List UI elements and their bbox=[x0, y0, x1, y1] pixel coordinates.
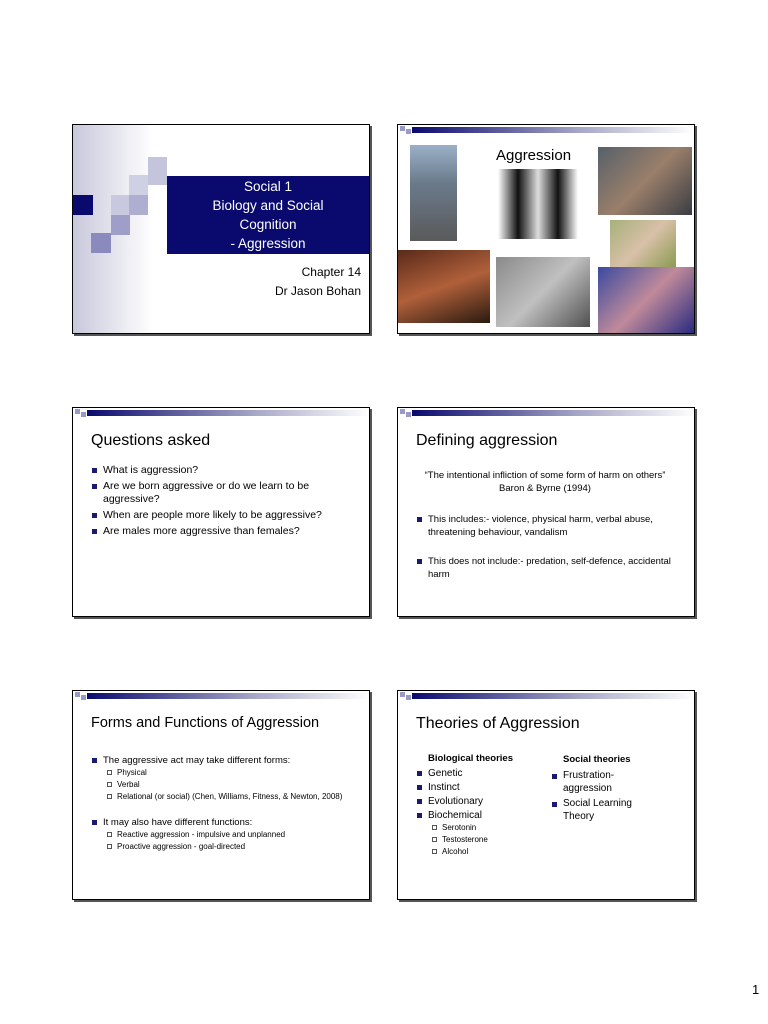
slide-title-text: Forms and Functions of Aggression bbox=[91, 715, 320, 731]
slide-defining bbox=[397, 407, 695, 617]
boxing-photo bbox=[398, 250, 490, 323]
sub-bullet-item: Physical bbox=[107, 768, 353, 778]
author-label: Dr Jason Bohan bbox=[274, 284, 361, 298]
sub-bullet-item: Testosterone bbox=[432, 835, 546, 845]
title-line: Social 1 bbox=[243, 179, 293, 194]
slide-aggression-images bbox=[397, 124, 695, 334]
page-number: 1 bbox=[752, 982, 760, 997]
slide-header-bar bbox=[73, 691, 369, 701]
bullet-item: What is aggression? bbox=[91, 464, 353, 477]
sub-bullet-item: Serotonin bbox=[432, 823, 546, 833]
slide-title bbox=[72, 124, 370, 334]
silhouette-photo bbox=[488, 169, 588, 239]
bullet-item: When are people more likely to be aggressive? bbox=[91, 509, 353, 522]
bullet-item: Social Learning Theory bbox=[551, 798, 651, 823]
girls-photo bbox=[610, 220, 676, 268]
slide-header-bar bbox=[398, 691, 694, 701]
title-line: - Aggression bbox=[230, 236, 306, 251]
definition-quote: “The intentional infliction of some form of harm on others” Baron & Byrne (1994) bbox=[424, 470, 666, 494]
sub-bullet-item: Relational (or social) (Chen, Williams, Fitness, & Newton, 2008) bbox=[107, 792, 353, 802]
sub-bullet-item: Proactive aggression - goal-directed bbox=[107, 842, 353, 852]
sub-bullet-item: Alcohol bbox=[432, 847, 546, 857]
slide-questions bbox=[72, 407, 370, 617]
social-heading: Social theories bbox=[563, 754, 631, 765]
slide-header-bar bbox=[398, 408, 694, 418]
bullet-item: This does not include:- predation, self-defence, accidental harm bbox=[416, 555, 678, 581]
sub-bullet-item: Reactive aggression - impulsive and unplanned bbox=[107, 830, 353, 840]
title-banner bbox=[167, 176, 369, 254]
title-line: Biology and Social bbox=[212, 198, 324, 213]
bullet-item: Instinct bbox=[416, 781, 546, 794]
towers-photo bbox=[410, 145, 457, 241]
bullet-item: The aggressive act may take different forms: bbox=[91, 754, 353, 767]
slide-title-text: Questions asked bbox=[91, 432, 211, 449]
bullet-item: This includes:- violence, physical harm, verbal abuse, threatening behaviour, vandalism bbox=[416, 513, 678, 539]
bullet-item: Biochemical bbox=[416, 809, 546, 822]
tv-photo bbox=[598, 267, 694, 333]
slide-forms-functions bbox=[72, 690, 370, 900]
title-line: Cognition bbox=[239, 217, 297, 232]
bullet-item: Are males more aggressive than females? bbox=[91, 525, 353, 538]
slide-header-bar bbox=[73, 408, 369, 418]
biological-heading: Biological theories bbox=[428, 753, 513, 764]
fight-photo bbox=[496, 257, 590, 327]
bullet-item: It may also have different functions: bbox=[91, 816, 353, 829]
slide-theories bbox=[397, 690, 695, 900]
sub-bullet-item: Verbal bbox=[107, 780, 353, 790]
bullet-item: Evolutionary bbox=[416, 795, 546, 808]
slide-title-text: Defining aggression bbox=[416, 432, 558, 449]
slide-title-text: Theories of Aggression bbox=[416, 715, 580, 732]
slide-header-bar bbox=[398, 125, 694, 135]
bullet-item: Genetic bbox=[416, 767, 546, 780]
slide-title-text: Aggression bbox=[496, 147, 572, 164]
crowd-photo bbox=[598, 147, 692, 215]
bullet-item: Frustration-aggression bbox=[551, 770, 651, 795]
bullet-item: Are we born aggressive or do we learn to be aggressive? bbox=[91, 480, 353, 506]
chapter-label: Chapter 14 bbox=[301, 265, 361, 279]
